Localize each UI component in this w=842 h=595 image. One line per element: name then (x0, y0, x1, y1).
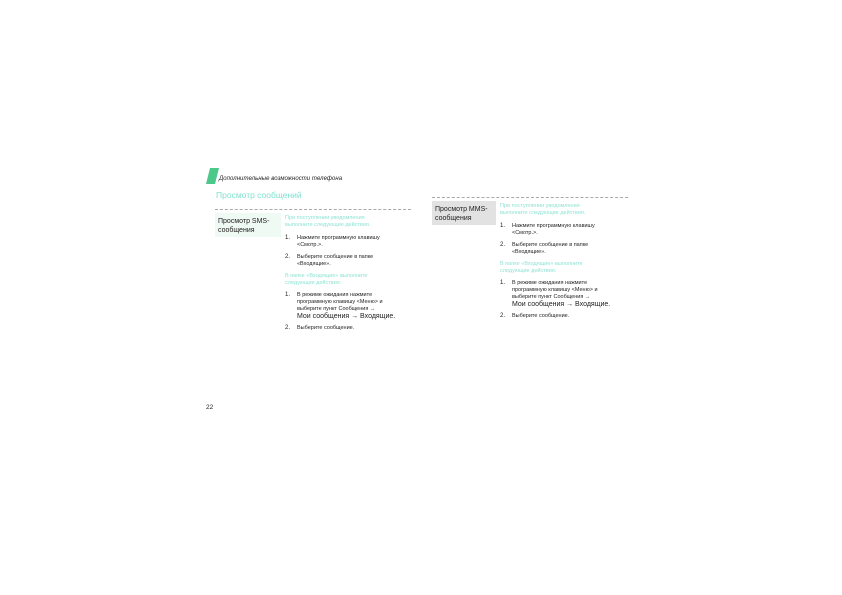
step-number: 1. (500, 223, 506, 229)
step-text: выберите пункт Сообщения → (512, 294, 591, 300)
step-text: Мои сообщения → Входящие. (297, 313, 396, 320)
step-text: В режиме ожидания нажмите (297, 292, 373, 298)
list-item (500, 313, 624, 320)
mms-note-inbox-line2: следующие действия. (500, 268, 557, 274)
chapter-title: Дополнительные возможности телефона (219, 176, 343, 182)
mms-tab-line2: сообщения (435, 215, 472, 222)
step-text: «Входящие». (297, 261, 331, 267)
mms-tab-line1: Просмотр MMS- (435, 206, 488, 213)
step-text: программную клавишу <Меню> и (512, 287, 598, 293)
list-item (500, 223, 624, 237)
mms-steps-notify (500, 223, 624, 256)
mms-content (500, 203, 630, 325)
sms-note-notify-line1: При поступлении уведомления (285, 215, 365, 221)
sms-note-inbox-line1: В папке «Входящие» выполните (285, 273, 368, 279)
step-number: 1. (285, 235, 291, 241)
step-text: программную клавишу <Меню> и (297, 299, 383, 305)
step-number: 2. (500, 313, 506, 319)
mms-note-notify (500, 203, 630, 217)
divider-left (215, 209, 411, 210)
mms-tab (432, 201, 496, 225)
step-text: выберите пункт Сообщения → (297, 306, 376, 312)
sms-note-notify-line2: выполните следующие действия. (285, 222, 371, 228)
sms-steps-notify (285, 235, 409, 268)
step-number: 2. (285, 325, 291, 331)
step-number: 1. (285, 292, 291, 298)
mms-steps-inbox (500, 280, 624, 320)
step-text: «Входящие». (512, 249, 546, 255)
step-text: Выберите сообщение. (297, 325, 355, 331)
list-item (285, 292, 409, 320)
list-item (285, 325, 409, 332)
step-text: <Смотр.>. (297, 242, 323, 248)
mms-note-notify-line1: При поступлении уведомления (500, 203, 580, 209)
mms-note-inbox-line1: В папке «Входящие» выполните (500, 261, 583, 267)
mms-note-notify-line2: выполните следующие действия. (500, 210, 586, 216)
step-number: 2. (285, 254, 291, 260)
step-text: Выберите сообщение в папке (512, 242, 589, 248)
list-item (285, 254, 409, 268)
list-item (500, 242, 624, 256)
sms-tab (215, 213, 281, 237)
step-text: Нажмите программную клавишу (297, 235, 380, 241)
step-text: Выберите сообщение. (512, 313, 570, 319)
list-item (285, 235, 409, 249)
step-number: 2. (500, 242, 506, 248)
step-text: В режиме ожидания нажмите (512, 280, 588, 286)
mms-note-inbox (500, 261, 630, 275)
sms-tab-line1: Просмотр SMS- (218, 218, 270, 225)
step-number: 1. (500, 280, 506, 286)
section-title: Просмотр сообщений (216, 190, 302, 200)
sms-tab-line2: сообщения (218, 227, 255, 234)
step-text: Мои сообщения → Входящие. (512, 301, 611, 308)
chapter-marker-icon (206, 168, 219, 184)
step-text: Выберите сообщение в папке (297, 254, 374, 260)
sms-note-notify (285, 215, 415, 229)
divider-right (432, 197, 628, 198)
step-text: <Смотр.>. (512, 230, 538, 236)
list-item (500, 280, 624, 308)
page-number: 22 (206, 404, 214, 411)
step-text: Нажмите программную клавишу (512, 223, 595, 229)
sms-content (285, 215, 415, 337)
sms-note-inbox-line2: следующие действия. (285, 280, 342, 286)
sms-note-inbox (285, 273, 415, 287)
sms-steps-inbox (285, 292, 409, 332)
